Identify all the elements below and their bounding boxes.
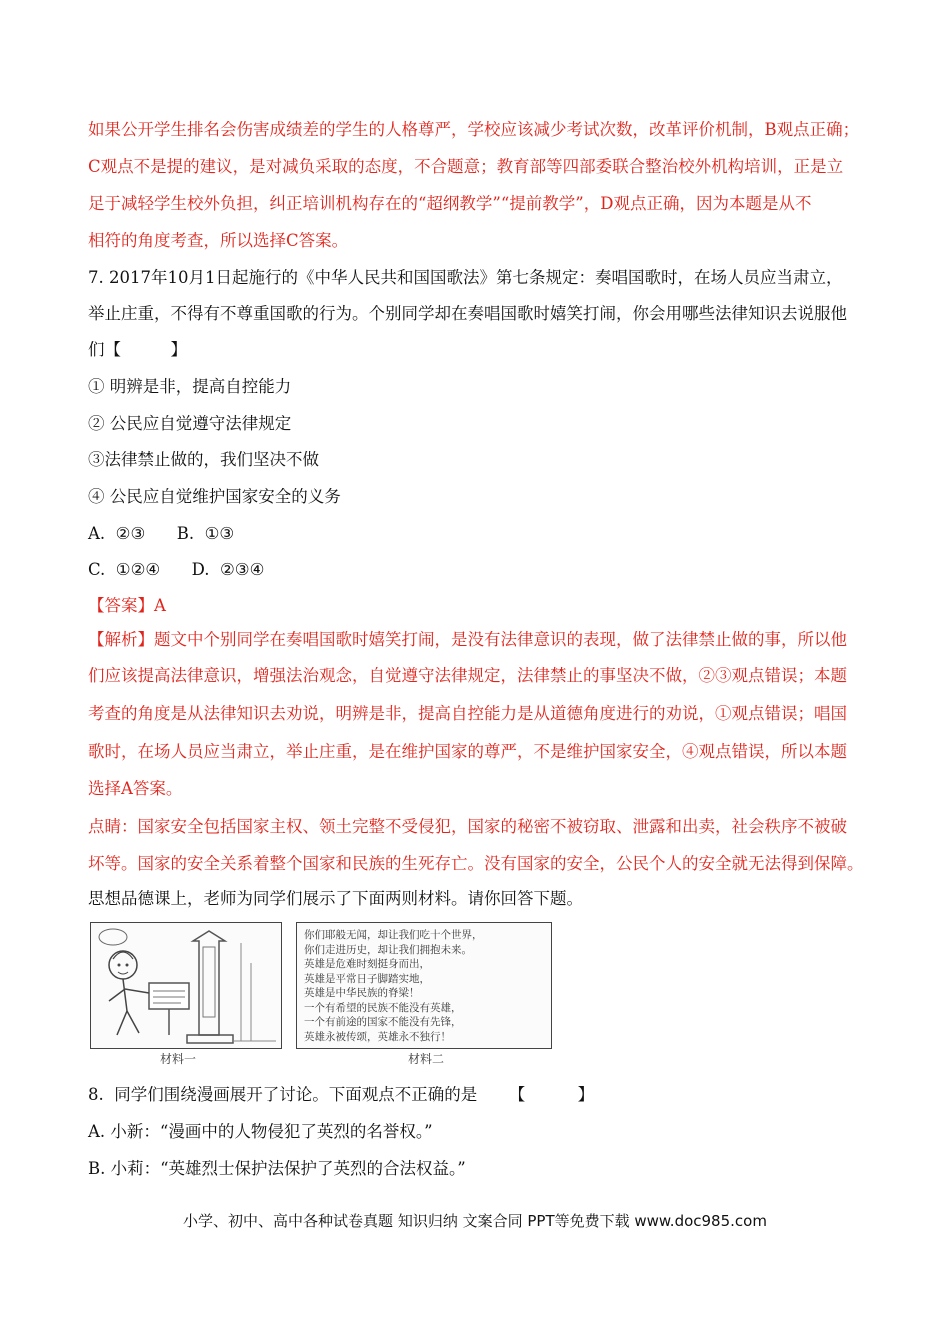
option-b: B. 小莉：“英雄烈士保护法保护了英烈的合法权益。” <box>88 1159 466 1178</box>
statement-1: ① 明辨是非，提高自控能力 <box>88 377 292 396</box>
question-7-stem: 7. 2017年10月1日起施行的《中华人民共和国国歌法》第七条规定：奏唱国歌时，在场人员应当肃立， <box>88 268 843 287</box>
material-2-line: 一个有前途的国家不能没有先锋， <box>304 1016 462 1028</box>
analysis-line: 【解析】题文中个别同学在奏唱国歌时嬉笑打闹，是没有法律意识的表现，做了法律禁止做的事，所以他 <box>88 630 847 649</box>
material-2-line: 英雄是平常日子脚踏实地， <box>304 972 430 985</box>
tip-line: 点睛：国家安全包括国家主权、领土完整不受侵犯，国家的秘密不被窃取、泄露和出卖，社会秩序不被破 <box>88 817 847 836</box>
cartoon-drawing <box>91 923 281 1048</box>
material-2-text <box>304 928 544 1044</box>
material-2-line: 英雄是中华民族的脊梁！ <box>304 987 420 999</box>
analysis-line: 考查的角度是从法律知识去劝说，明辨是非，提高自控能力是从道德角度进行的劝说，①观点错误；唱国 <box>88 704 847 723</box>
materials-figure <box>90 922 550 1067</box>
analysis-line: 如果公开学生排名会伤害成绩差的学生的人格尊严，学校应该减少考试次数，改革评价机制，B观点正确； <box>88 120 860 139</box>
question-7-stem: 们【 】 <box>88 340 187 359</box>
analysis-line: 歌时，在场人员应当肃立，举止庄重，是在维护国家的尊严，不是维护国家安全，④观点错误，所以本题 <box>88 742 847 761</box>
cartoon-panel <box>90 922 282 1049</box>
material-2-line: 一个有希望的民族不能没有英雄， <box>304 1001 462 1014</box>
analysis-line: 足于减轻学生校外负担，纠正培训机构存在的“超纲教学”“提前教学”，D观点正确，因为本题是从不 <box>88 194 812 213</box>
material-2-line: 你们耶般无闻，却让我们吃十个世界， <box>304 929 483 941</box>
footer-text: 小学、初中、高中各种试卷真题 知识归纳 文案合同 PPT等免费下载 www.doc985.com <box>183 1212 767 1230</box>
statement-4: ④ 公民应自觉维护国家安全的义务 <box>88 487 341 506</box>
statement-3: ③法律禁止做的，我们坚决不做 <box>88 450 319 469</box>
question-7-stem: 举止庄重，不得有不尊重国歌的行为。个别同学却在奏唱国歌时嬉笑打闹，你会用哪些法律知识去说服他 <box>88 304 847 323</box>
material-2-line: 英雄是危难时刻挺身而出， <box>304 958 430 970</box>
options-cd: C. ①②④ D. ②③④ <box>88 560 265 579</box>
analysis-line: 选择A答案。 <box>88 779 183 798</box>
material-2-line: 英雄永被传颂，英雄永不独行！ <box>304 1030 451 1043</box>
analysis-line: 们应该提高法律意识，增强法治观念，自觉遵守法律规定，法律禁止的事坚决不做，②③观点错误；本题 <box>88 666 847 685</box>
caption-material-1: 材料一 <box>160 1052 197 1066</box>
material-2-line: 你们走进历史，却让我们拥抱未来。 <box>304 943 472 956</box>
tip-line: 坏等。国家的安全关系着整个国家和民族的生死存亡。没有国家的安全，公民个人的安全就无法得到保障。 <box>88 854 864 873</box>
analysis-line: C观点不是提的建议，是对减负采取的态度，不合题意；教育部等四部委联合整治校外机构培训，正是立 <box>88 157 844 176</box>
option-a: A. 小新：“漫画中的人物侵犯了英烈的名誉权。” <box>88 1122 433 1141</box>
question-8-stem: 8. 同学们围绕漫画展开了讨论。下面观点不正确的是 【 】 <box>88 1085 595 1104</box>
statement-2: ② 公民应自觉遵守法律规定 <box>88 414 292 433</box>
intro-text: 思想品德课上，老师为同学们展示了下面两则材料。请你回答下题。 <box>88 889 583 908</box>
analysis-line: 相符的角度考查，所以选择C答案。 <box>88 231 349 250</box>
options-ab: A. ②③ B. ①③ <box>88 524 235 543</box>
caption-material-2: 材料二 <box>408 1052 445 1066</box>
answer: 【答案】A <box>88 596 166 615</box>
